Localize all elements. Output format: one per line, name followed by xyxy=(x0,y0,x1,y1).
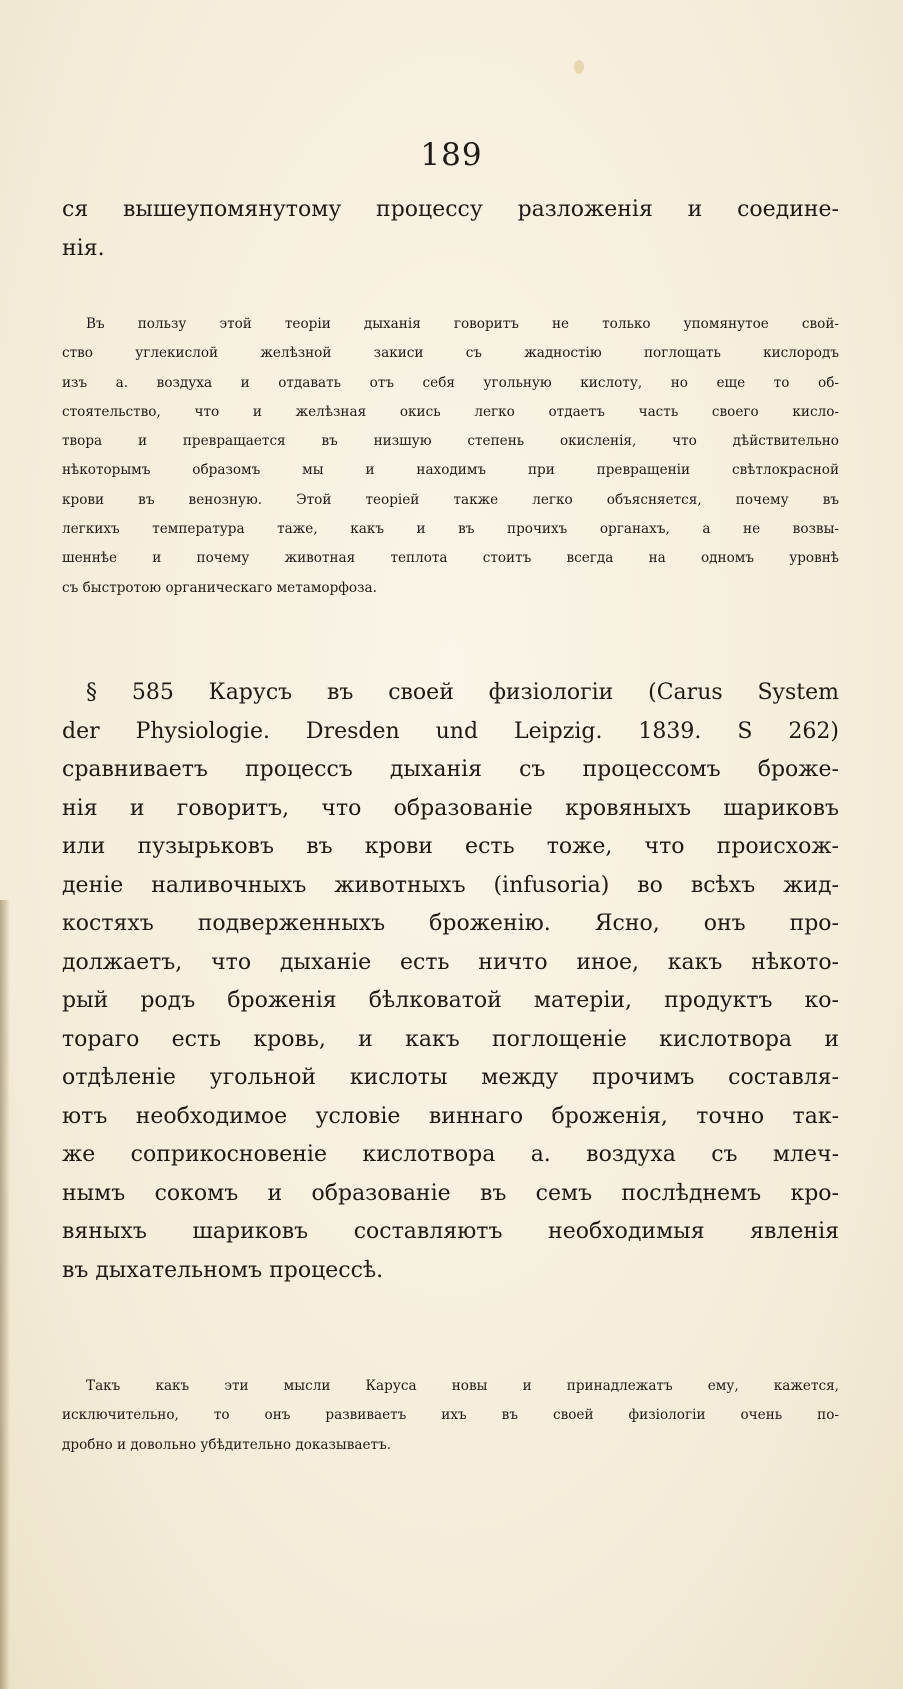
text-line: въ дыхательномъ процессѣ. xyxy=(62,1257,384,1283)
text-line: съ быстротою органическаго метаморфоза. xyxy=(62,579,377,596)
text-line: же соприкосновеніе кислотвора а. воздуха съ млеч- xyxy=(62,1142,839,1167)
text-line: вяныхъ шариковъ составляютъ необходимыя явленія xyxy=(62,1219,839,1244)
text-line: шеннѣе и почему животная теплота стоитъ всегда на одномъ уровнѣ xyxy=(62,550,839,567)
text-line: отдѣленіе угольной кислоты между прочимъ составля- xyxy=(62,1065,839,1090)
text-line: твора и превращается въ низшую степень окисленія, что дѣйствительно xyxy=(62,433,839,450)
page-number: 189 xyxy=(420,137,483,173)
text-line: тораго есть кровь, и какъ поглощеніе кислотвора и xyxy=(62,1026,839,1052)
text-line: нѣкоторымъ образомъ мы и находимъ при превращеніи свѣтлокрасной xyxy=(62,462,839,479)
ink-smudge xyxy=(574,60,584,74)
text-line: сравниваетъ процессъ дыханія съ процессомъ броже- xyxy=(62,757,839,782)
text-line: нія и говоритъ, что образованіе кровяныхъ шариковъ xyxy=(62,795,839,821)
text-line: Такъ какъ эти мысли Каруса новы и принадлежатъ ему, кажется, xyxy=(86,1378,839,1394)
text-line: рый родъ броженія бѣлковатой матеріи, продуктъ ко- xyxy=(62,988,839,1013)
text-line: изъ а. воздуха и отдавать отъ себя угольную кислоту, но еще то об- xyxy=(62,374,839,391)
text-line: ство углекислой желѣзной закиси съ жадностію поглощать кислородъ xyxy=(62,345,839,362)
paragraph-small-conclusion xyxy=(62,1372,839,1460)
text-line: Въ пользу этой теоріи дыханія говоритъ не только упомянутое свой- xyxy=(86,316,839,332)
text-line: der Physiologie. Dresden und Leipzig. 1839. S 262) xyxy=(62,718,839,744)
text-line: костяхъ подверженныхъ броженію. Ясно, онъ про- xyxy=(62,911,839,936)
text-line: деніе наливочныхъ животныхъ (infusoria) во всѣхъ жид- xyxy=(62,872,839,898)
text-line: дробно и довольно убѣдительно доказываетъ. xyxy=(62,1436,392,1453)
text-line: ютъ необходимое условіе виннаго броженія, точно так- xyxy=(62,1103,839,1129)
text-line: должаетъ, что дыханіе есть ничто иное, какъ нѣкото- xyxy=(62,949,839,975)
text-line: ся вышеупомянутому процессу разложенія и соедине- xyxy=(62,197,839,222)
paragraph-section-585 xyxy=(62,674,839,1290)
paragraph-small-theory xyxy=(62,310,839,603)
text-line: исключительно, то онъ развиваетъ ихъ въ своей физіологіи очень по- xyxy=(62,1407,839,1424)
text-line: стоятельство, что и желѣзная окись легко отдаетъ часть своего кисло- xyxy=(62,403,839,420)
text-line: нія. xyxy=(62,235,105,261)
text-line: или пузырьковъ въ крови есть тоже, что происхож- xyxy=(62,834,839,859)
text-line: нымъ сокомъ и образованіе въ семъ послѣднемъ кро- xyxy=(62,1180,839,1206)
text-line: § 585 Карусъ въ своей физіологіи (Carus System xyxy=(86,680,839,705)
text-line: легкихъ температура таже, какъ и въ прочихъ органахъ, а не возвы- xyxy=(62,521,839,538)
paragraph-continuation xyxy=(62,191,839,268)
text-line: крови въ венозную. Этой теоріей также легко объясняется, почему въ xyxy=(62,491,839,508)
page-binding-edge xyxy=(0,900,10,1689)
